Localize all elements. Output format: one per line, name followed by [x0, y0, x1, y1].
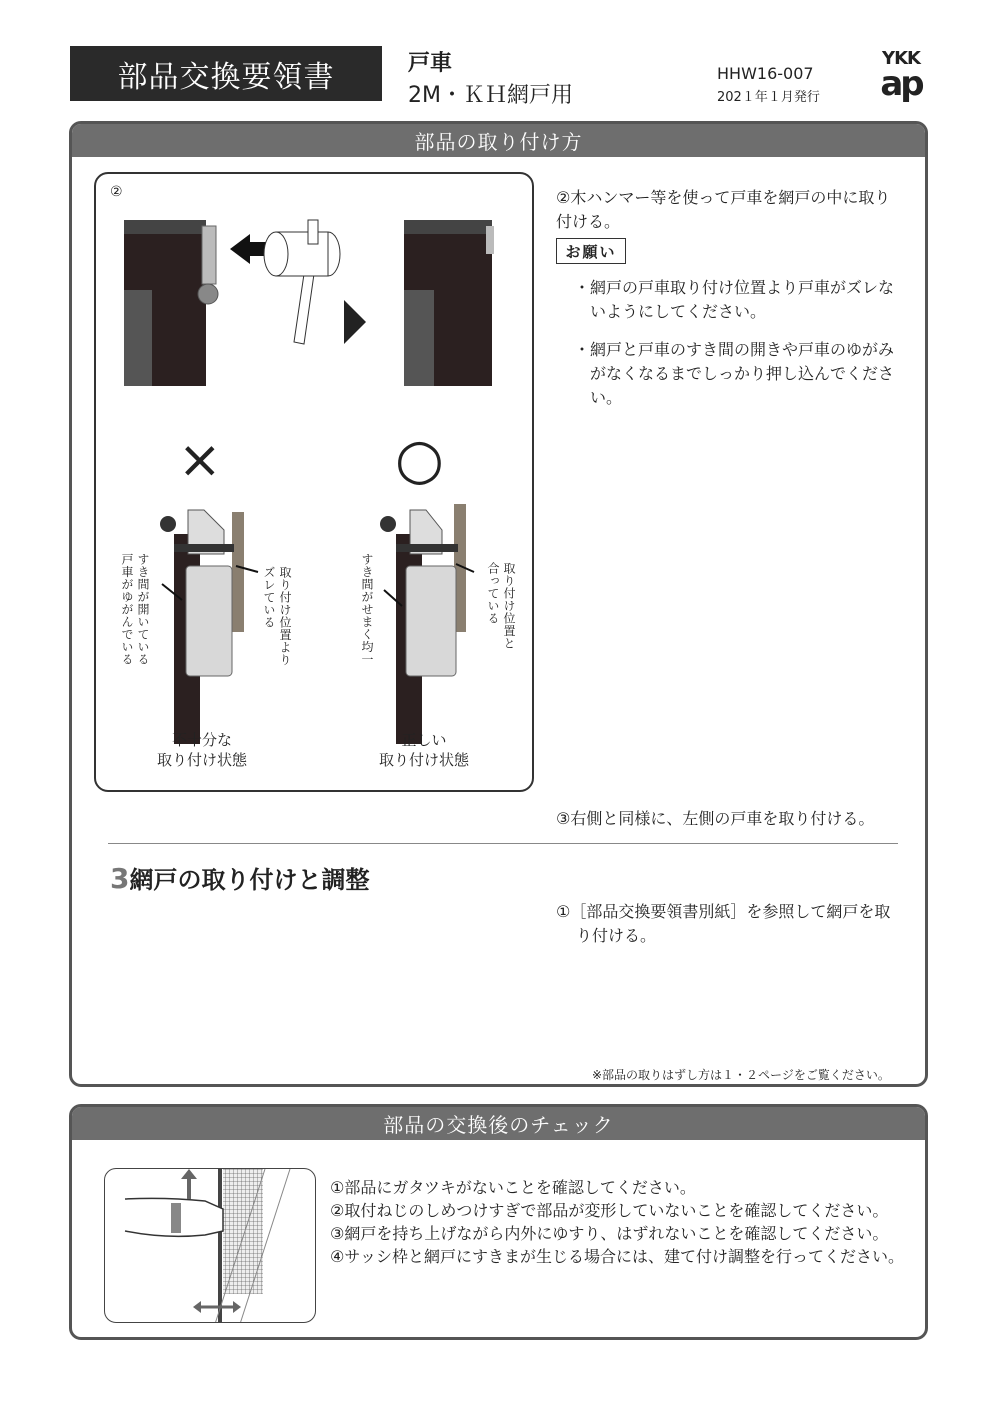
hand-lifting-screen-icon — [105, 1169, 316, 1323]
check-illustration — [104, 1168, 316, 1323]
section-divider — [108, 843, 898, 844]
bad-caption-line2: 取り付け状態 — [156, 751, 247, 769]
request-badge: お願い — [556, 238, 626, 264]
issue-date: 202１年１月発行 — [717, 90, 820, 105]
good-caption-line2: 取り付け状態 — [378, 751, 469, 769]
document-code: HHW16-007 — [717, 64, 814, 83]
check-item-3: ③網戸を持ち上げながら内外にゆすり、はずれないことを確認してください。 — [330, 1224, 889, 1243]
step3-instruction: ③右側と同様に、左側の戸車を取り付ける。 — [556, 809, 875, 828]
heading-install-adjust — [110, 860, 369, 895]
next-step-triangle-icon — [344, 300, 366, 344]
document-title: 部品交換要領書 — [70, 46, 382, 101]
figure-step-number: ② — [110, 184, 123, 200]
check-list — [330, 1176, 904, 1268]
bad-label-gap: すき間が開いている — [136, 553, 150, 666]
check-item-2: ②取付ねじのしめつけすぎで部品が変形していないことを確認してください。 — [330, 1201, 889, 1220]
good-state-caption — [362, 730, 486, 770]
check-item-4: ④サッシ枠と網戸にすきまが生じる場合には、建て付け調整を行ってください。 — [330, 1247, 905, 1266]
good-cross-section — [380, 504, 466, 744]
good-label-gap: すき間がせまく均一 — [360, 553, 374, 666]
good-label-aligned-2: 合っている — [486, 562, 500, 625]
bad-label-offset-2: ズレている — [262, 566, 276, 629]
request-bullet-2: ・網戸と戸車のすき間の開きや戸車のゆがみがなくなるまでしっかり押し込んでください。 — [574, 340, 895, 407]
check-item-1: ①部品にガタツキがないことを確認してください。 — [330, 1178, 696, 1197]
product-subtitle: 2M・ＫＨ網戸用 — [408, 83, 573, 108]
check-section-title: 部品の交換後のチェック — [72, 1107, 925, 1140]
good-caption-line1: 正しい — [401, 731, 447, 749]
request-bullet-1: ・網戸の戸車取り付け位置より戸車がズレないようにしてください。 — [574, 278, 895, 321]
footnote: ※部品の取りはずし方は１・２ページをご覧ください。 — [592, 1068, 890, 1082]
heading-text: 網戸の取り付けと調整 — [129, 866, 370, 894]
bad-caption-line1: 不十分な — [171, 731, 232, 749]
bad-cross-section — [160, 510, 244, 744]
product-name: 戸車 — [408, 51, 453, 76]
installation-illustration — [96, 174, 532, 790]
bad-label-offset-1: 取り付け位置より — [278, 566, 292, 666]
bad-state-caption — [140, 730, 264, 770]
brand-logo — [872, 50, 930, 104]
step3-1-instruction: ①［部品交換要領書別紙］を参照して網戸を取り付ける。 — [556, 902, 891, 945]
good-mark-icon: ○ — [395, 427, 444, 492]
step2-instruction: ②木ハンマー等を使って戸車を網戸の中に取り付ける。 — [556, 188, 891, 231]
hammer-icon — [264, 220, 340, 344]
logo-top-text: YKK — [882, 48, 920, 69]
install-section-title: 部品の取り付け方 — [72, 124, 925, 157]
door-frame-before — [124, 220, 218, 386]
logo-bottom-text: ap — [880, 64, 922, 104]
bad-label-distort: 戸車がゆがんでいる — [120, 553, 134, 666]
door-frame-after — [404, 220, 494, 386]
good-label-aligned-1: 取り付け位置と — [502, 562, 516, 650]
heading-number: 3 — [110, 862, 130, 895]
bad-mark-icon: × — [178, 430, 222, 490]
